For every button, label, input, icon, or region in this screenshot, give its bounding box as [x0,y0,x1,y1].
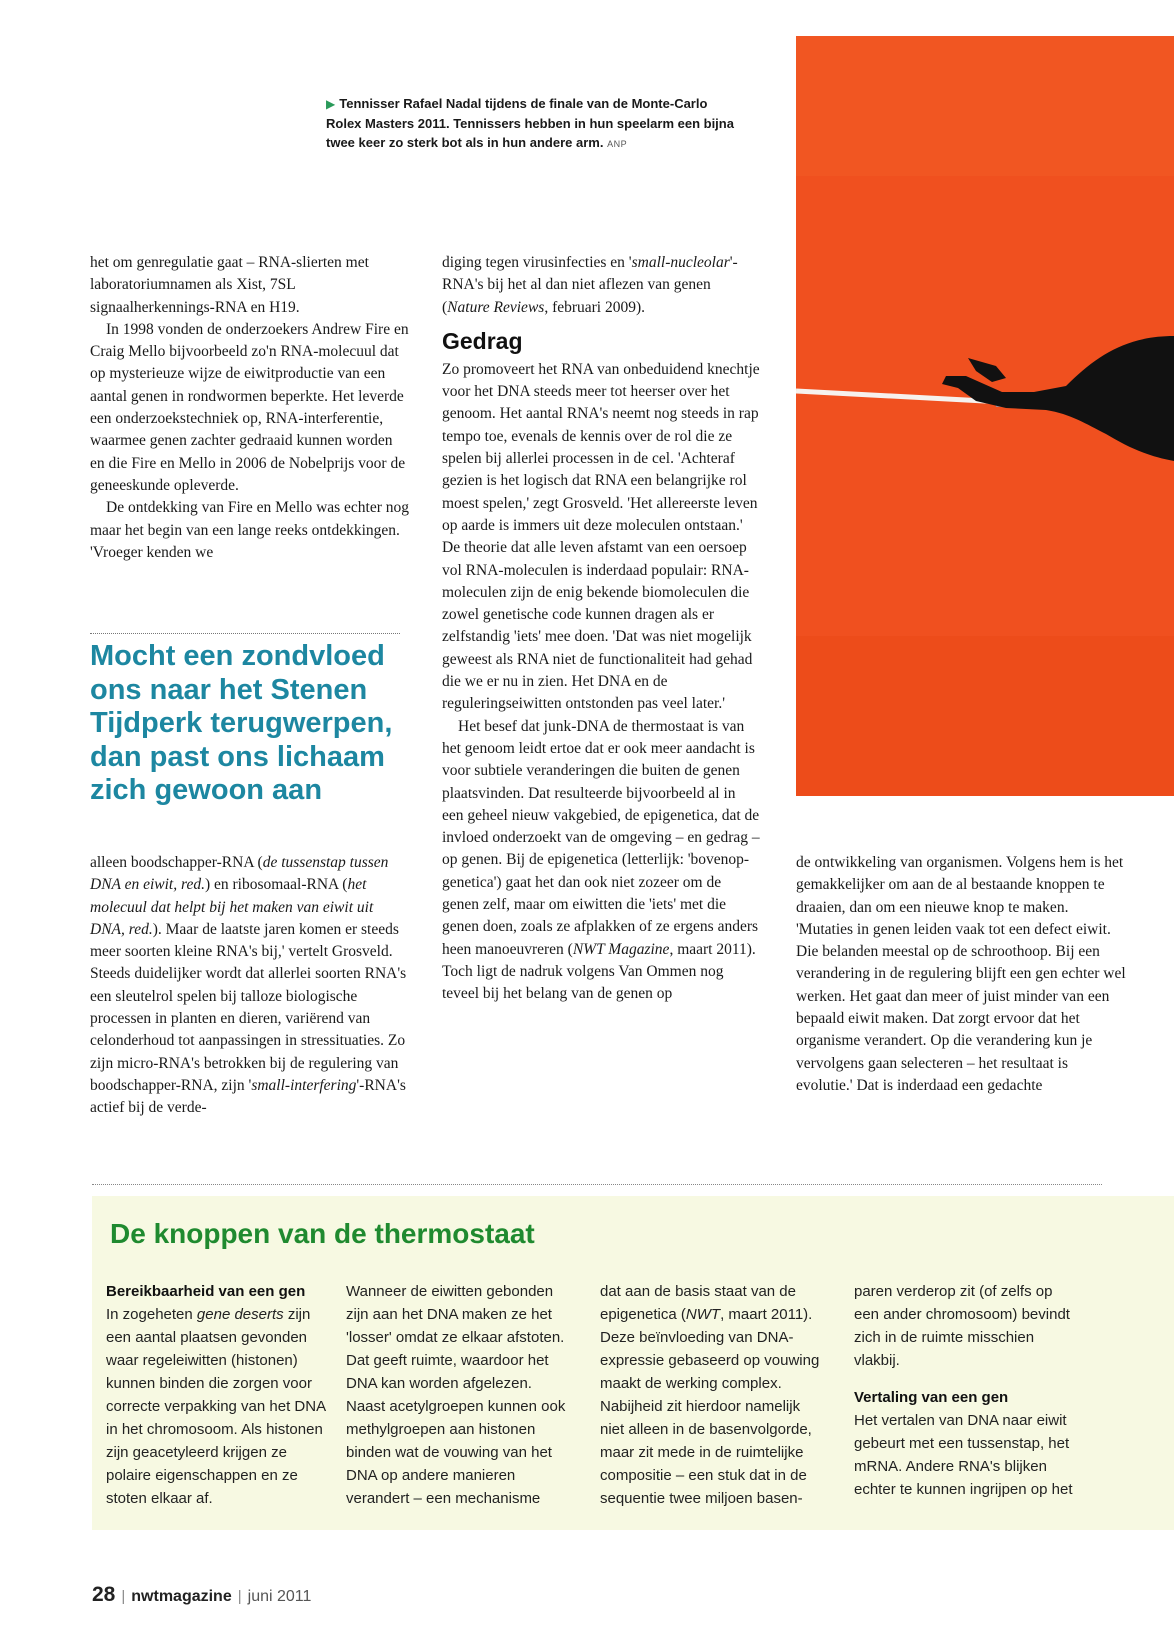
italic-run: de tussenstap tussen DNA en eiwit, red. [90,854,389,894]
italic-run: het molecuul dat helpt bij het maken van eiwit uit DNA, red. [90,876,374,938]
section-heading-gedrag: Gedrag [442,327,523,354]
text-run: alleen boodschapper-RNA ( [90,854,263,871]
box-column-2 [346,1280,568,1510]
page-number: 28 [92,1583,116,1606]
box-paragraph: Het vertalen van DNA naar eiwit gebeurt met een tussenstap, het mRNA. Andere RNA's blijken echter te kunnen ingrijpen op het [854,1412,1073,1498]
article-column-1-top [90,252,410,564]
italic-run: small-nucleolar [631,254,730,271]
box-paragraph: paren verderop zit (of zelfs op een ander chromosoom) bevindt zich in de ruimte misschien vlakbij. [854,1283,1070,1369]
text-run: ) en ribosomaal-RNA ( [204,876,348,894]
box-paragraph [600,1280,822,1510]
photo-credit: ANP [607,139,628,149]
article-column-2 [442,252,760,1006]
text-run: dat aan de basis staat van de epigenetica ( [600,1283,796,1323]
article-paragraph: In 1998 vonden de onderzoekers Andrew Fire en Craig Mello bijvoorbeeld zo'n RNA-molecuul dat op mysterieuze wijze de eiwitproductie van een aantal genen in rondwormen beperkte. Het leverde een onderzoekstechniek op, RNA-interferentie, waarmee genen zachter gedraaid kunnen worden en die Fire en Mello in 2006 de Nobelprijs voor de geneeskunde opleverde. [90,320,409,494]
article-column-1-bottom [90,852,410,1120]
issue-date: juni 2011 [247,1588,312,1605]
text-run: In zogeheten [106,1306,197,1323]
italic-run: NWT [685,1306,721,1323]
italic-run: Nature Reviews [447,298,545,316]
caption-text: Tennisser Rafael Nadal tijdens de finale van de Monte-Carlo Rolex Masters 2011. Tennissers hebben in hun speelarm een bijna twee keer zo sterk bot als in hun andere arm. [326,96,734,150]
article-paragraph: het om genregulatie gaat – RNA-slierten met laboratoriumnamen als Xist, 7SL signaalherkennings-RNA en H19. [90,254,369,316]
box-column-1 [106,1280,328,1510]
info-box [92,1196,1174,1530]
article-paragraph [442,716,760,1006]
box-paragraph: Wanneer de eiwitten gebonden zijn aan het DNA maken ze het 'losser' omdat ze elkaar afstoten. Dat geeft ruimte, waardoor het DNA kan worden afgelezen. Naast acetylgroepen kunnen ook methylgroepen aan histonen binden wat de vouwing van het DNA op andere manieren verandert – een mechanisme [346,1283,566,1507]
pullquote-divider [90,633,400,634]
article-paragraph [442,252,760,319]
text-run: , maart 2011). Deze beïnvloeding van DNA-expressie gebaseerd op vouwing maakt de werking complex. Nabijheid zit hierdoor namelijk niet alleen in de basenvolgorde, maar zit mede in de ruimtelijke compositie – een stuk dat in de sequentie twee miljoen basen- [600,1306,820,1507]
article-paragraph: De ontdekking van Fire en Mello was echter nog maar het begin van een lange reeks ontdekkingen. 'Vroeger kenden we [90,499,410,561]
magazine-name: nwtmagazine [131,1588,232,1605]
text-run: '-RNA's actief bij de verde- [90,1076,406,1117]
box-paragraph [106,1303,328,1510]
article-paragraph: Zo promoveert het RNA van onbeduidend knechtje voor het DNA steeds meer tot heerser over het genoom. Het aantal RNA's neemt nog steeds in rap tempo toe, evenals de kennis over de rol die ze spelen bij allerlei processen in de cel. 'Achteraf gezien is het logisch dat RNA een belangrijke rol moest spelen,' zegt Grosveld. 'Het allereerste leven op aarde is immers uit deze moleculen ontstaan.' De theorie dat alle leven afstamt van een oersoep vol RNA-moleculen is inderdaad populair: RNA-moleculen zijn de enig bekende biomoleculen die zowel genetische code kunnen dragen als er zelfstandig 'iets' mee doen. 'Dat was niet mogelijk geweest als RNA niet de functionaliteit had gehad die we er nu in zien. Het DNA en de reguleringseiwitten ontstonden pas veel later.' [442,360,760,713]
box-column-4 [854,1280,1076,1501]
italic-run: gene deserts [196,1306,284,1323]
box-subheading: Vertaling van een gen [854,1389,1009,1406]
text-run: , februari 2009). [544,298,646,316]
caption-arrow-icon: ▶ [326,97,336,111]
box-subheading: Bereikbaarheid van een gen [106,1283,306,1300]
pullquote: Mocht een zondvloed ons naar het Stenen Tijdperk terugwerpen, dan past ons lichaam zich gewoon aan [90,640,393,806]
text-run: '-RNA's bij het al dan niet aflezen van genen ( [442,254,738,316]
footer-separator: | [121,1588,126,1605]
text-run: ). Maar de laatste jaren komen er steeds meer soorten kleine RNA's bij,' vertelt Grosveld. Steeds duidelijker wordt dat allerlei soorten RNA's een sleutelrol spelen bij talloze biologische processen in planten en dieren, variërend van celonderhoud tot aanpassingen in stressituaties. Zo zijn micro-RNA's betrokken bij de regulering van boodschapper-RNA, zijn ' [90,920,407,1094]
text-run: zijn een aantal plaatsen gevonden waar regeleiwitten (histonen) kunnen binden die zorgen voor correcte verpakking van het DNA in het chromosoom. Als histonen zijn geacetyleerd krijgen ze polaire eigenschappen en ze stoten elkaar af. [106,1306,326,1507]
italic-run: NWT Magazine [572,940,670,958]
clay-court-shadow-image [796,36,1174,796]
text-run: , maart 2011). Toch ligt de nadruk volgens Van Ommen nog teveel bij het belang van de genen op [442,940,756,1003]
article-column-3 [796,852,1126,1097]
box-divider [92,1184,1102,1185]
text-run: Het besef dat junk-DNA de thermostaat is van het genoom leidt ertoe dat er ook meer aandacht is voor subtiele veranderingen die buiten de genen plaatsvinden. Dat resulteerde bijvoorbeeld al in een geheel nieuw vakgebied, de epigenetica, dat de invloed onderzoekt van de omgeving – en gedrag – op genen. Bij de epigenetica (letterlijk: 'bovenop-genetica') gaat het dan ook niet zozeer om de genen zelf, maar om eiwitten die 'iets' met die genen doen, zoals ze afplakken of ze ergens anders heen manoeuvreren ( [442,717,760,958]
box-column-3 [600,1280,822,1510]
photo-caption [326,94,746,154]
text-run: diging tegen virusinfecties en ' [442,254,632,271]
italic-run: small-interfering [251,1076,357,1094]
box-title: De knoppen van de thermostaat [110,1218,535,1249]
tennis-photo [796,36,1174,796]
article-paragraph: de ontwikkeling van organismen. Volgens hem is het gemakkelijker om aan de al bestaande knoppen te draaien, dan om een nieuwe knop te maken. 'Mutaties in genen leiden vaak tot een defect eiwit. Die belanden meestal op de schroothoop. Bij een verandering in de regulering blijft een gen echter wel werken. Het gaat dan meer of juist minder van een bepaald eiwit maken. Dat zorgt ervoor dat het organisme verandert. Op die verandering kun je vervolgens gaan selecteren – het resultaat is evolutie.' Dat is inderdaad een gedachte [796,854,1126,1094]
page-footer [92,1583,311,1607]
article-paragraph [90,852,410,1120]
footer-separator: | [237,1588,242,1605]
